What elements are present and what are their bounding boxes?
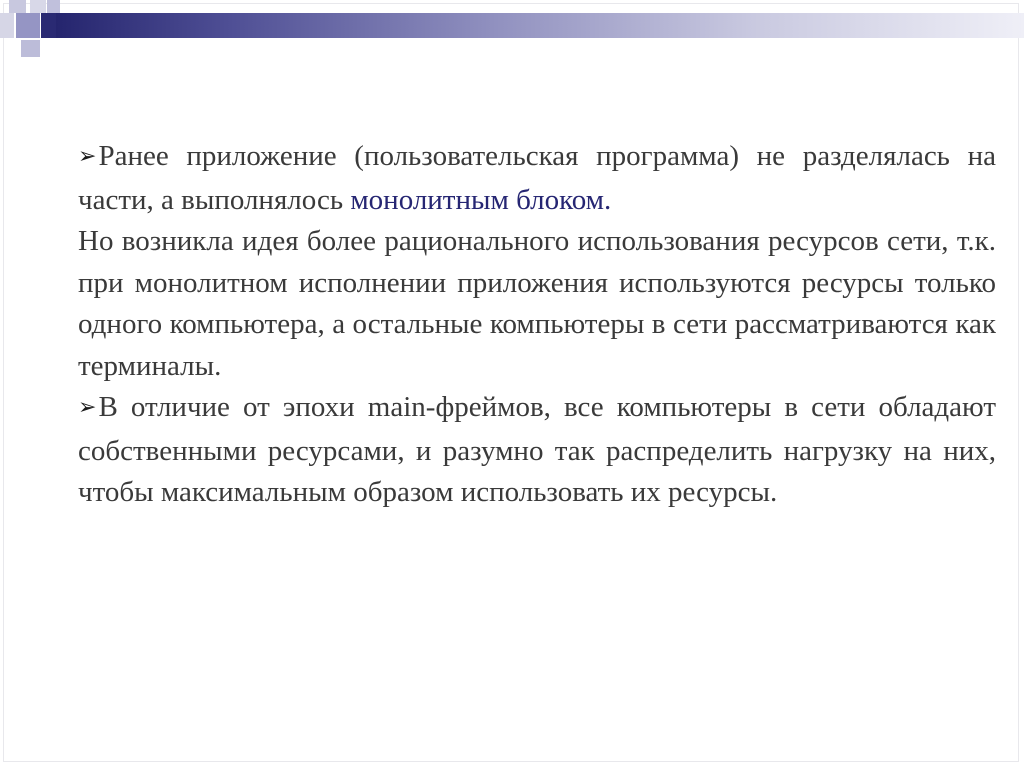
decor-square: [21, 40, 40, 57]
paragraph-2: [78, 221, 996, 387]
paragraph-3: [78, 387, 996, 514]
decor-square: [16, 13, 40, 38]
decor-square: [9, 0, 26, 13]
slide-body: [78, 136, 996, 514]
decor-square: [41, 13, 56, 38]
paragraph-1: [78, 136, 996, 221]
decor-square: [47, 0, 60, 13]
paragraph-3-text: В отличие от эпохи main-фреймов, все компьютеры в сети обладают собственными ресурсами, и разумно так распределить нагрузку на них, чтобы максимальным образом использовать их ресурсы.: [78, 391, 996, 508]
decor-square: [0, 13, 14, 38]
arrow-bullet-icon: ➢: [78, 144, 97, 169]
arrow-bullet-icon: ➢: [78, 395, 97, 420]
paragraph-1-highlight: монолитным блоком.: [350, 183, 612, 216]
paragraph-2-text: Но возникла идея более рационального использования ресурсов сети, т.к. при монолитном исполнении приложения используются ресурсы только одного компьютера, а остальные компьютеры в сети рассматриваются как терминалы.: [78, 225, 996, 382]
decor-square: [30, 0, 46, 13]
header-gradient-bar: [56, 13, 1024, 38]
paragraph-1-text: Ранее приложение (пользовательская программа) не разделялась на части, а выполнялось: [78, 140, 996, 216]
